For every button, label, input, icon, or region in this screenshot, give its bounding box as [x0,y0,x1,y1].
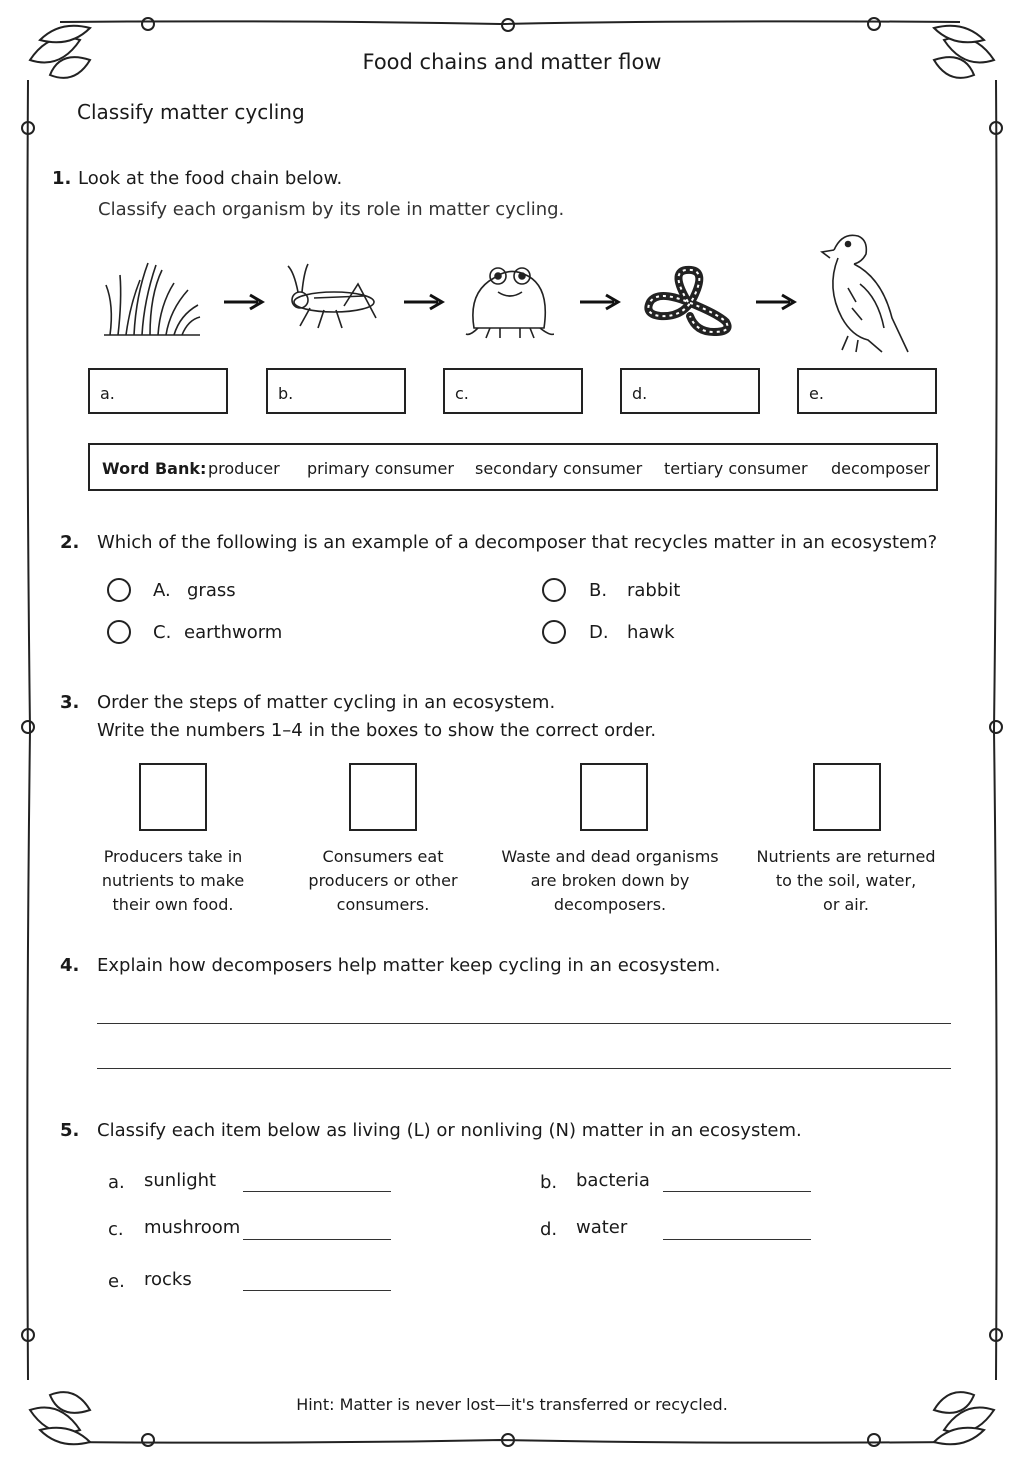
word-bank-item: secondary consumer [475,459,643,478]
hint-text: Hint: Matter is never lost—it's transferred or recycled. [296,1395,728,1414]
answer-box-c[interactable]: c. [443,368,583,414]
q3-instruction: Write the numbers 1–4 in the boxes to show the correct order. [97,720,657,741]
option-letter: D. [589,622,609,643]
item-letter: b. [540,1172,558,1193]
option-letter: A. [153,580,171,601]
answer-line[interactable] [663,1239,811,1240]
item-text: mushroom [144,1217,241,1238]
q1-instruction: Classify each organism by its role in matter cycling. [98,199,565,220]
q4-number: 4. [60,955,80,976]
arrow-icon [578,292,624,312]
order-box-2[interactable] [349,763,417,831]
item-text: sunlight [144,1170,217,1191]
item-letter: a. [108,1172,125,1193]
answer-line[interactable] [97,1068,951,1069]
arrow-icon [222,292,268,312]
q4-text: Explain how decomposers help matter keep cycling in an ecosystem. [97,955,721,976]
item-text: bacteria [576,1170,650,1191]
radio-option-d[interactable] [542,620,566,644]
answer-box-a[interactable]: a. [88,368,228,414]
option-text: rabbit [627,580,681,601]
answer-line[interactable] [97,1023,951,1024]
order-box-4[interactable] [813,763,881,831]
order-box-3[interactable] [580,763,648,831]
q5-text: Classify each item below as living (L) or nonliving (N) matter in an ecosystem. [97,1120,802,1141]
answer-line[interactable] [243,1239,391,1240]
answer-box-e[interactable]: e. [797,368,937,414]
step-text: Waste and dead organisms are broken down by decomposers. [501,847,719,914]
q3-text: Order the steps of matter cycling in an ecosystem. [97,692,556,713]
step-text: Consumers eat producers or other consumers. [308,847,458,914]
grasshopper-icon [284,262,384,336]
step-text: Nutrients are returned to the soil, water, or air. [756,847,936,914]
word-bank-item: decomposer [831,459,930,478]
item-letter: e. [108,1271,125,1292]
worksheet-subtitle: Classify matter cycling [77,100,305,124]
q1-number: 1. [52,168,72,189]
q2-number: 2. [60,532,80,553]
option-text: hawk [627,622,675,643]
q5-number: 5. [60,1120,80,1141]
answer-line[interactable] [243,1290,391,1291]
word-bank [88,443,938,491]
answer-line[interactable] [663,1191,811,1192]
order-box-1[interactable] [139,763,207,831]
answer-box-b[interactable]: b. [266,368,406,414]
q1-text: Look at the food chain below. [78,168,343,189]
hawk-icon [812,228,912,356]
step-text: Producers take in nutrients to make their own food. [101,847,245,914]
frog-icon [464,262,554,342]
option-text: earthworm [184,622,283,643]
snake-icon [640,262,736,340]
radio-option-a[interactable] [107,578,131,602]
q3-number: 3. [60,692,80,713]
word-bank-item: tertiary consumer [664,459,808,478]
word-bank-item: producer [208,459,280,478]
worksheet-title: Food chains and matter flow [362,50,662,74]
option-letter: C. [153,622,172,643]
q2-text: Which of the following is an example of a decomposer that recycles matter in an ecosystem? [97,532,938,553]
word-bank-label: Word Bank: [102,459,207,478]
grass-icon [100,255,204,339]
arrow-icon [754,292,800,312]
radio-option-c[interactable] [107,620,131,644]
item-text: water [576,1217,628,1238]
item-letter: d. [540,1219,558,1240]
option-text: grass [187,580,236,601]
arrow-icon [402,292,448,312]
word-bank-item: primary consumer [307,459,454,478]
answer-line[interactable] [243,1191,391,1192]
radio-option-b[interactable] [542,578,566,602]
answer-box-d[interactable]: d. [620,368,760,414]
option-letter: B. [589,580,608,601]
item-letter: c. [108,1219,124,1240]
item-text: rocks [144,1269,192,1290]
